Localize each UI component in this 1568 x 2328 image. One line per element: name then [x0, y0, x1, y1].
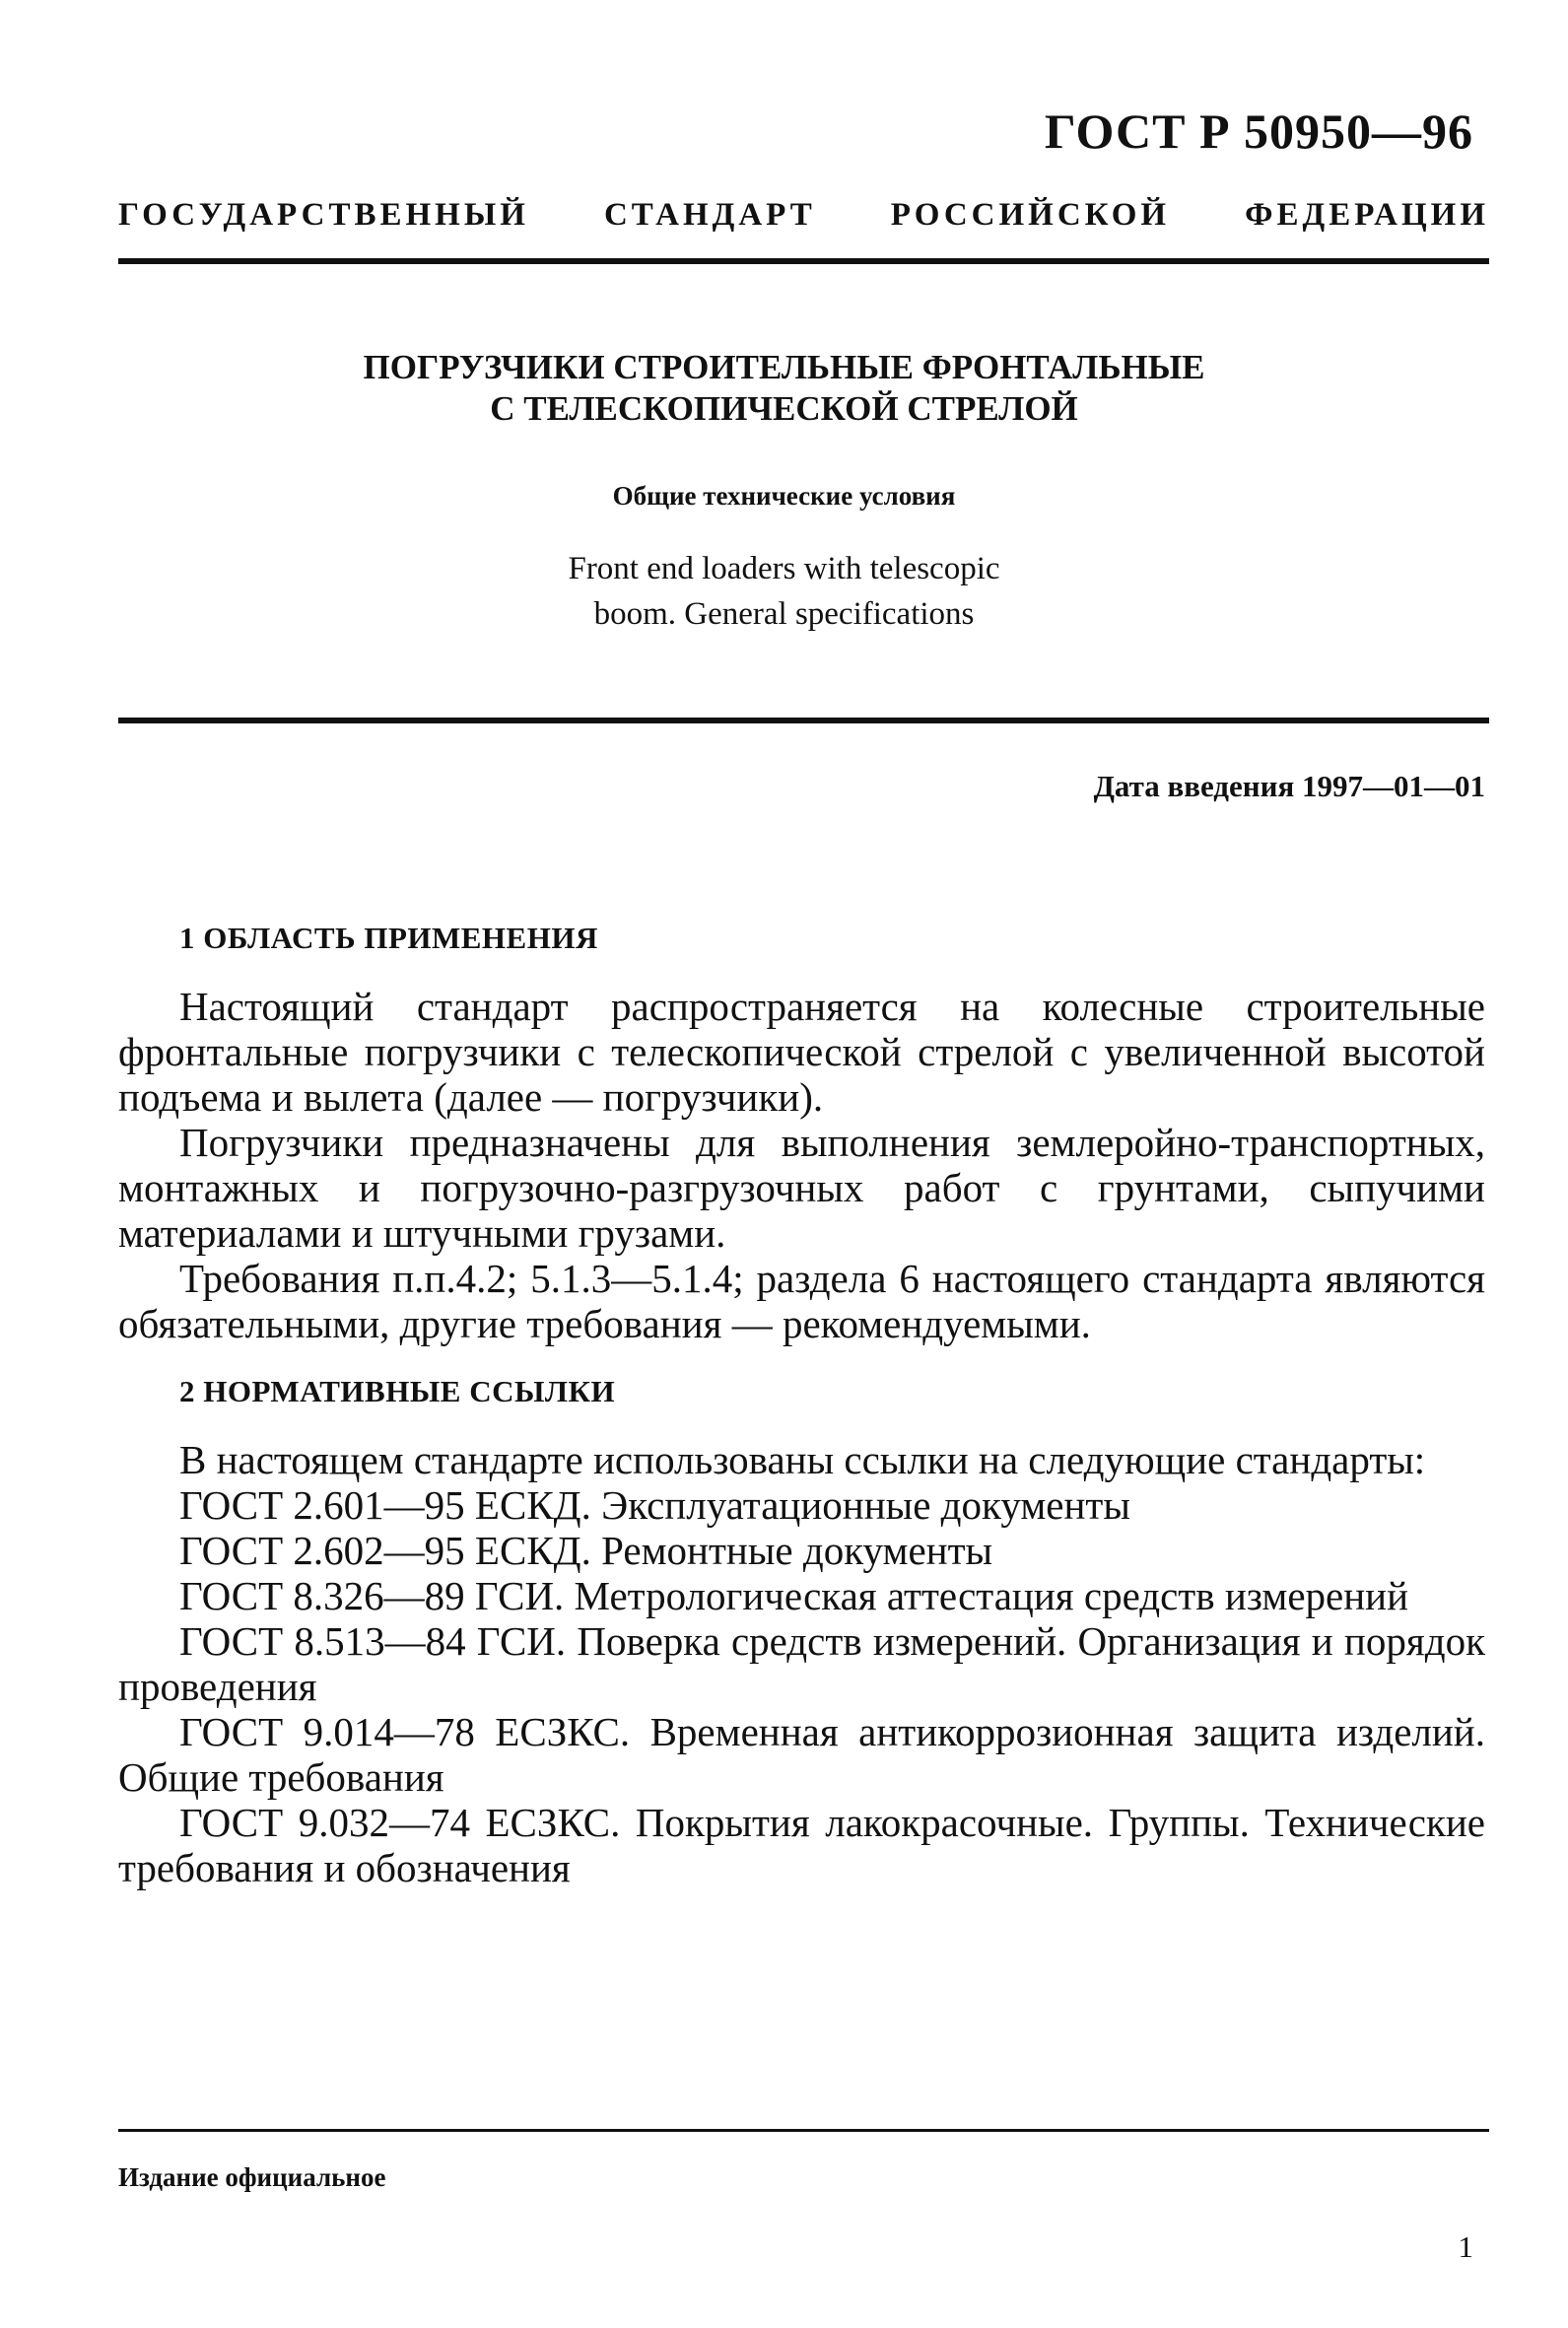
section-1-paragraph: Погрузчики предназначены для выполнения землеройно-транспортных, монтажных и погрузочно-разгрузочных работ с грунтами, сыпучими материалами и штучными грузами. — [118, 1120, 1485, 1256]
section-1-heading: 1 ОБЛАСТЬ ПРИМЕНЕНИЯ — [179, 921, 598, 955]
page-number: 1 — [1458, 2229, 1473, 2264]
document-title-line-1: ПОГРУЗЧИКИ СТРОИТЕЛЬНЫЕ ФРОНТАЛЬНЫЕ — [363, 348, 1205, 386]
document-title-line-2: С ТЕЛЕСКОПИЧЕСКОЙ СТРЕЛОЙ — [490, 389, 1078, 428]
reference-item: ГОСТ 2.601—95 ЕСКД. Эксплуатационные документы — [179, 1482, 1130, 1528]
section-1-paragraph: Настоящий стандарт распространяется на колесные строительные фронтальные погрузчики с телескопической стрелой с увеличенной высотой подъема и вылета (далее — погрузчики). — [118, 984, 1485, 1120]
section-1-body — [118, 984, 1485, 1346]
introduction-date: Дата введения 1997—01—01 — [1093, 769, 1485, 803]
english-title-line-2: boom. General specifications — [593, 596, 975, 632]
reference-item: ГОСТ 8.326—89 ГСИ. Метрологическая аттестация средств измерений — [179, 1573, 1409, 1618]
footer-divider — [118, 2129, 1489, 2132]
title-divider — [118, 718, 1489, 723]
section-2-intro: В настоящем стандарте использованы ссылки на следующие стандарты: — [179, 1437, 1426, 1482]
reference-item: ГОСТ 2.602—95 ЕСКД. Ремонтные документы — [179, 1528, 993, 1573]
section-2-heading: 2 НОРМАТИВНЫЕ ССЫЛКИ — [179, 1374, 616, 1408]
state-standard-title: ГОСУДАРСТВЕННЫЙ СТАНДАРТ РОССИЙСКОЙ ФЕДЕРАЦИИ — [118, 197, 1489, 233]
english-title-line-1: Front end loaders with telescopic — [568, 551, 1000, 586]
reference-item: ГОСТ 8.513—84 ГСИ. Поверка средств измерений. Организация и порядок проведения — [118, 1618, 1485, 1709]
edition-note: Издание официальное — [118, 2162, 386, 2192]
document-title-english — [0, 546, 1568, 637]
section-2-body — [118, 1437, 1485, 1890]
header-divider — [118, 258, 1489, 264]
document-subtitle: Общие технические условия — [612, 481, 956, 511]
document-title — [0, 347, 1568, 430]
reference-item: ГОСТ 9.014—78 ЕСЗКС. Временная антикоррозионная защита изделий. Общие требования — [118, 1709, 1485, 1800]
standard-code: ГОСТ Р 50950—96 — [1044, 103, 1473, 159]
section-1-paragraph: Требования п.п.4.2; 5.1.3—5.1.4; раздела 6 настоящего стандарта являются обязательными, другие требования — рекомендуемыми. — [118, 1256, 1485, 1346]
reference-item: ГОСТ 9.032—74 ЕСЗКС. Покрытия лакокрасочные. Группы. Технические требования и обозначения — [118, 1800, 1485, 1890]
